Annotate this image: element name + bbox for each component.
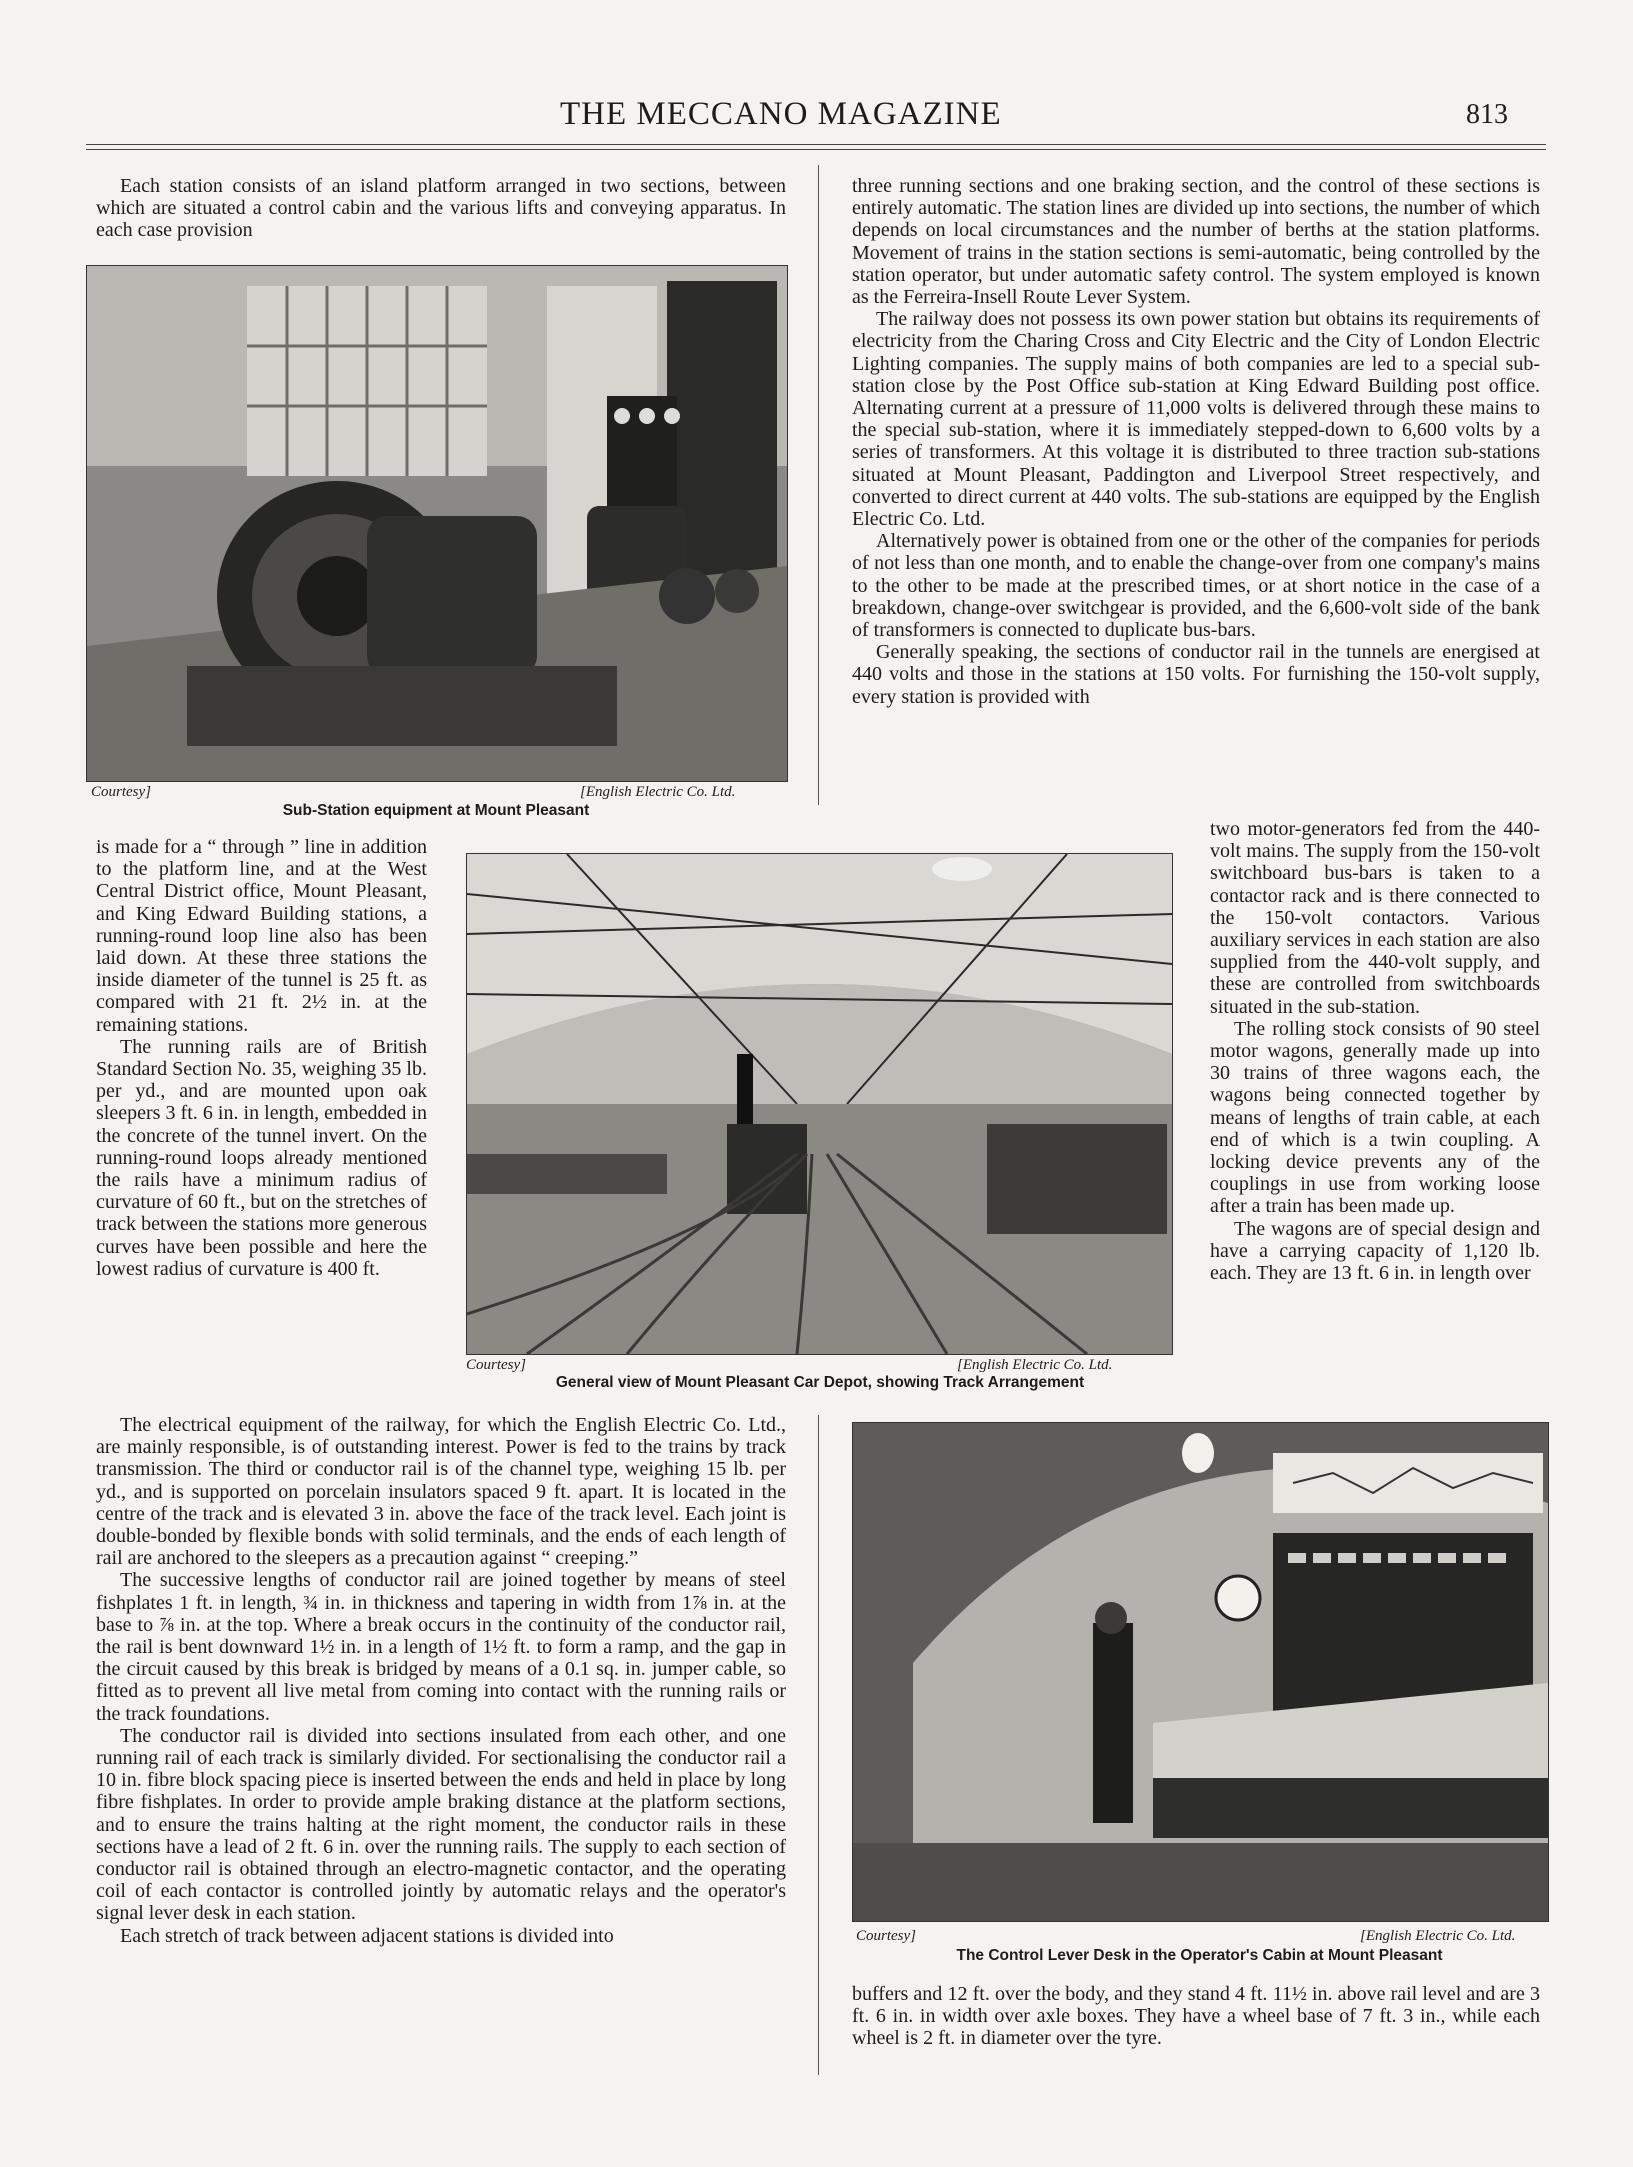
column-divider-lower bbox=[818, 1415, 819, 2075]
left-lower-text bbox=[96, 1414, 786, 1947]
paragraph: The rolling stock consists of 90 steel motor wagons, generally made up into 30 trains of three wagons each, the wagons being connected together by means of lengths of train cable, at each end of which is a twin coupling. A locking device prevents any of the couplings in use from working loose after a train has been made up. bbox=[1210, 1017, 1540, 1218]
control-desk-photo bbox=[852, 1422, 1549, 1922]
left-intro bbox=[96, 175, 786, 242]
page-number: 813 bbox=[1466, 99, 1508, 130]
header-rule bbox=[86, 144, 1546, 145]
right-upper-text bbox=[852, 175, 1540, 708]
desk-credit-left: Courtesy] bbox=[856, 1928, 916, 1944]
paragraph: Alternatively power is obtained from one or the other of the companies for periods of not less than one month, and to enable the change-over from one company's mains to the other to be made at the prescribed times, or at short notice in the case of a breakdown, change-over switchgear is provided, and the 6,600-volt side of the bank of transformers is connected to duplicate bus-bars. bbox=[852, 530, 1540, 642]
left-narrow-text bbox=[96, 836, 427, 1280]
substation-credit-right: [English Electric Co. Ltd. bbox=[580, 784, 736, 800]
depot-credit-right: [English Electric Co. Ltd. bbox=[957, 1357, 1113, 1373]
paragraph: The electrical equipment of the railway, for which the English Electric Co. Ltd., are mainly responsible, is of outstanding interest. Power is fed to the trains by track transmission. The third or conductor rail is of the channel type, weighing 15 lb. per yd., and is supported on porcelain insulators spaced 9 ft. apart. It is located in the centre of the track and is elevated 3 in. above the face of the track level. Each joint is double-bonded by flexible bonds with solid terminals, and the ends of each length of rail are anchored to the sleepers as a precaution against “ creeping.” bbox=[96, 1414, 786, 1570]
paragraph: The wagons are of special design and have a carrying capacity of 1,120 lb. each. They are 13 ft. 6 in. in length over bbox=[1210, 1217, 1540, 1285]
paragraph: Each stretch of track between adjacent stations is divided into bbox=[120, 1924, 614, 1947]
desk-credit-right: [English Electric Co. Ltd. bbox=[1360, 1928, 1516, 1944]
paragraph: The running rails are of British Standard Section No. 35, weighing 35 lb. per yd., and are mounted upon oak sleepers 3 ft. 6 in. in length, embedded in the concrete of the tunnel invert. On the running-round loops already mentioned the rails have a minimum radius of curvature of 60 ft., but on the stretches of track between the stations more generous curves have been possible and here the lowest radius of curvature is 400 ft. bbox=[96, 1035, 428, 1280]
paragraph: The railway does not possess its own power station but obtains its requirements of electricity from the Charing Cross and City Electric and the City of London Electric Lighting companies. The supply mains of both companies are led to a special sub-station close by the Post Office sub-station at King Edward Building post office. Alternating current at a pressure of 11,000 volts is delivered through these mains to the special sub-station, where it is immediately stepped-down to 6,600 volts by a series of transformers. At this voltage it is distributed to three traction sub-stations situated at Mount Pleasant, Paddington and Liverpool Street respectively, and converted to direct current at 440 volts. The sub-stations are equipped by the English Electric Co. Ltd. bbox=[852, 308, 1540, 531]
paragraph: The successive lengths of conductor rail are joined together by means of steel fishplates 1 ft. in length, ¾ in. in thickness and tapering in width from 1⅞ in. at the base to ⅞ in. at the top. Where a break occurs in the continuity of the conductor rail, the rail is bent downward 1½ in. in a length of 1½ ft. to form a ramp, and the gap in the circuit caused by this break is bridged by means of a 0.1 sq. in. jumper cable, so fitted as to prevent all live metal from coming into contact with the running rails or the track foundations. bbox=[96, 1569, 786, 1725]
header-rule-double bbox=[86, 149, 1546, 150]
paragraph: is made for a “ through ” line in addition to the platform line, and at the West Central District office, Mount Pleasant, and King Edward Building stations, a running-round loop line also has been laid down. At these three stations the inside diameter of the tunnel is 25 ft. as compared with 21 ft. 2½ in. at the remaining stations. bbox=[96, 836, 427, 1036]
depot-caption: General view of Mount Pleasant Car Depot, showing Track Arrangement bbox=[555, 1374, 1085, 1391]
right-bottom-text bbox=[852, 1983, 1540, 2050]
magazine-title: THE MECCANO MAGAZINE bbox=[560, 96, 1002, 132]
paragraph: The conductor rail is divided into sections insulated from each other, and one running rail of each track is similarly divided. For sectionalising the conductor rail a 10 in. fibre block spacing piece is inserted between the ends and held in place by long fibre fishplates. In order to provide ample braking distance at the platform sections, and to ensure the trains halting at the right moment, the conductor rails in these sections have a lead of 2 ft. 6 in. over the running rails. The supply to each section of conductor rail is obtained through an electro-magnetic contactor, and the operating coil of each contactor is controlled jointly by automatic relays and the operator's signal lever desk in each station. bbox=[96, 1724, 786, 1925]
column-divider bbox=[818, 165, 819, 805]
depot-credit-left: Courtesy] bbox=[466, 1357, 526, 1373]
paragraph: two motor-generators fed from the 440-volt mains. The supply from the 150-volt switchboard bus-bars is taken to a contactor rack and is there connected to the 150-volt contactors. Various auxiliary services in each station are also supplied from the 440-volt supply, and these are controlled from switchboards situated in the sub-station. bbox=[1210, 818, 1540, 1018]
paragraph: three running sections and one braking section, and the control of these sections is entirely automatic. The station lines are divided up into sections, the number of which depends on local circumstances and the number of berths at the station platforms. Movement of trains in the station sections is semi-automatic, being controlled by the station operator, but under automatic safety control. The system employed is known as the Ferreira-Insell Route Lever System. bbox=[852, 175, 1540, 309]
paragraph: Each station consists of an island platform arranged in two sections, between which are situated a control cabin and the various lifts and conveying apparatus. In each case provision bbox=[96, 175, 786, 242]
paragraph: buffers and 12 ft. over the body, and they stand 4 ft. 11½ in. above rail level and are 3 ft. 6 in. in width over axle boxes. They have a wheel base of 7 ft. 3 in., while each wheel is 2 ft. in diameter over the tyre. bbox=[852, 1983, 1540, 2050]
substation-credit-left: Courtesy] bbox=[91, 784, 151, 800]
desk-caption: The Control Lever Desk in the Operator's Cabin at Mount Pleasant bbox=[956, 1947, 1443, 1964]
substation-caption: Sub-Station equipment at Mount Pleasant bbox=[282, 802, 590, 819]
car-depot-photo bbox=[466, 853, 1173, 1355]
substation-photo bbox=[86, 265, 788, 782]
paragraph: Generally speaking, the sections of conductor rail in the tunnels are energised at 440 volts and those in the stations at 150 volts. For furnishing the 150-volt supply, every station is provided with bbox=[852, 641, 1540, 708]
right-narrow-text bbox=[1210, 818, 1540, 1284]
